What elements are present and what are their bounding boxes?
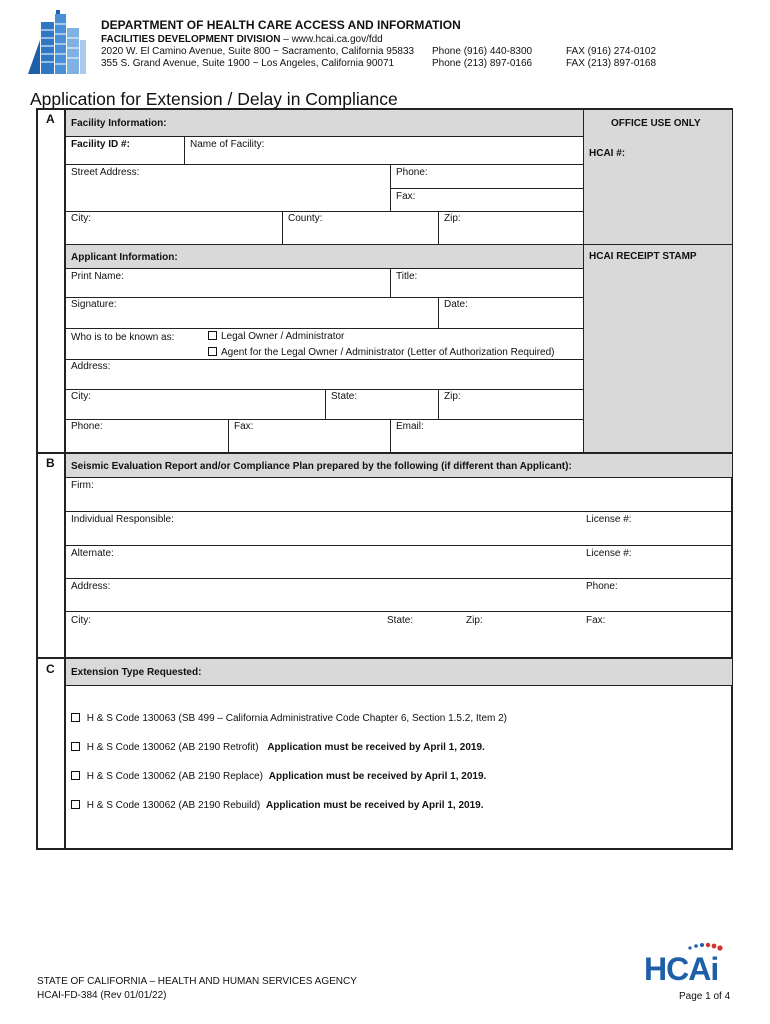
section-b-c-separator [37,657,732,659]
division-url: – www.hcai.ca.gov/fdd [280,34,383,45]
street-address-label[interactable]: Street Address: [71,167,140,178]
applicant-address-label[interactable]: Address: [71,361,111,372]
hcai-number-label: HCAI #: [589,148,626,159]
individual-responsible-label[interactable]: Individual Responsible: [71,514,174,525]
rule [184,136,185,164]
rule [282,211,283,244]
rule [325,389,326,419]
rule [66,611,732,612]
extension-option-label: H & S Code 130063 (SB 499 – California Administrative Code Chapter 6, Section 1.5.2, Item 2) [86,713,508,724]
facility-zip-label[interactable]: Zip: [444,213,461,224]
rule [66,297,583,298]
individual-license-label[interactable]: License #: [586,514,632,525]
rule [66,511,732,512]
facility-county-label[interactable]: County: [288,213,323,224]
rule [66,164,583,165]
office-use-divider [583,110,584,452]
deadline-note: Application must be received by April 1, 2019. [268,771,487,782]
deadline-note: Application must be received by April 1, 2019. [266,800,484,811]
page-title: Application for Extension / Delay in Compliance [30,89,398,109]
applicant-zip-label[interactable]: Zip: [444,391,461,402]
preparer-phone-label[interactable]: Phone: [586,581,618,592]
preparer-zip-label[interactable]: Zip: [466,615,483,626]
section-c-header: Extension Type Requested: [71,667,202,678]
section-letter-divider [64,109,66,849]
rule [390,419,391,452]
extension-option-rebuild[interactable] [71,800,484,812]
option-legal-owner[interactable] [208,331,344,343]
extension-option-replace[interactable] [71,771,486,783]
rule [66,545,732,546]
facility-info-header: Facility Information: [71,118,167,129]
rule [228,419,229,452]
section-a-letter: A [46,112,55,126]
applicant-fax-label[interactable]: Fax: [234,421,254,432]
deadline-note: Application must be received by April 1, 2019. [267,742,485,753]
checkbox-icon[interactable] [71,800,80,809]
section-c-letter: C [46,662,55,676]
facility-name-label[interactable]: Name of Facility: [190,139,265,150]
applicant-title-label[interactable]: Title: [396,271,418,282]
rule [438,211,439,244]
rule [66,477,732,478]
option-agent[interactable] [208,347,555,359]
alternate-license-label[interactable]: License #: [586,548,632,559]
division-line [101,34,383,46]
page-number: Page 1 of 4 [679,991,731,1002]
section-b-header: Seismic Evaluation Report and/or Compliance Plan prepared by the following (if different than Applicant): [71,461,572,472]
rule [66,685,732,686]
checkbox-icon[interactable] [208,331,217,340]
hcai-logo-text: HCAi [644,951,719,987]
applicant-phone-label[interactable]: Phone: [71,421,103,432]
section-a-b-separator [37,452,732,454]
signature-label[interactable]: Signature: [71,299,117,310]
rule [390,188,583,189]
rule [438,297,439,328]
print-name-label[interactable]: Print Name: [71,271,124,282]
hcai-logo [640,940,736,988]
division-name: FACILITIES DEVELOPMENT DIVISION [101,34,281,45]
office-use-label: OFFICE USE ONLY [611,118,701,129]
rule [66,211,583,212]
rule [438,389,439,419]
checkbox-icon[interactable] [71,742,80,751]
rule [66,419,583,420]
agency-footer: STATE OF CALIFORNIA – HEALTH AND HUMAN SERVICES AGENCY [37,976,357,987]
alternate-label[interactable]: Alternate: [71,548,114,559]
la-address: 355 S. Grand Avenue, Suite 1900 ~ Los Angeles, California 90071 [101,58,395,69]
applicant-email-label[interactable]: Email: [396,421,424,432]
option-legal-owner-label: Legal Owner / Administrator [221,331,345,342]
known-as-label: Who is to be known as: [71,332,175,343]
checkbox-icon[interactable] [71,713,80,722]
rule [390,268,391,297]
firm-label[interactable]: Firm: [71,480,94,491]
preparer-address-label[interactable]: Address: [71,581,111,592]
sacramento-fax: FAX (916) 274-0102 [566,46,657,57]
option-agent-label: Agent for the Legal Owner / Administrator (Letter of Authorization Required) [221,347,555,358]
applicant-info-header: Applicant Information: [71,252,178,263]
preparer-city-label[interactable]: City: [71,615,91,626]
extension-option-label: H & S Code 130062 (AB 2190 Rebuild) [86,800,261,811]
facility-phone-label[interactable]: Phone: [396,167,428,178]
extension-option-sb499[interactable] [71,713,507,725]
checkbox-icon[interactable] [71,771,80,780]
date-label[interactable]: Date: [444,299,468,310]
facility-fax-label[interactable]: Fax: [396,191,416,202]
extension-option-label: H & S Code 130062 (AB 2190 Replace) [86,771,264,782]
rule [66,359,583,360]
sacramento-phone: Phone (916) 440-8300 [432,46,533,57]
rule [66,136,583,137]
form-id-footer: HCAI-FD-384 (Rev 01/01/22) [37,990,167,1001]
extension-option-label: H & S Code 130062 (AB 2190 Retrofit) [86,742,259,753]
rule [66,268,583,269]
preparer-fax-label[interactable]: Fax: [586,615,606,626]
applicant-city-label[interactable]: City: [71,391,91,402]
sacramento-address: 2020 W. El Camino Avenue, Suite 800 ~ Sacramento, California 95833 [101,46,415,57]
facility-city-label[interactable]: City: [71,213,91,224]
rule [66,244,732,245]
preparer-state-label[interactable]: State: [387,615,414,626]
applicant-state-label[interactable]: State: [331,391,358,402]
section-b-letter: B [46,456,55,470]
la-phone: Phone (213) 897-0166 [432,58,533,69]
checkbox-icon[interactable] [208,347,217,356]
rule [66,328,583,329]
extension-option-retrofit[interactable] [71,742,485,754]
rule [390,164,391,211]
office-use-bg [584,110,732,452]
la-fax: FAX (213) 897-0168 [566,58,657,69]
hcai-building-logo [26,10,88,78]
department-name: DEPARTMENT OF HEALTH CARE ACCESS AND INFORMATION [101,18,461,32]
receipt-stamp-label: HCAI RECEIPT STAMP [589,251,697,262]
facility-id-label[interactable]: Facility ID #: [71,139,130,150]
rule [66,578,732,579]
